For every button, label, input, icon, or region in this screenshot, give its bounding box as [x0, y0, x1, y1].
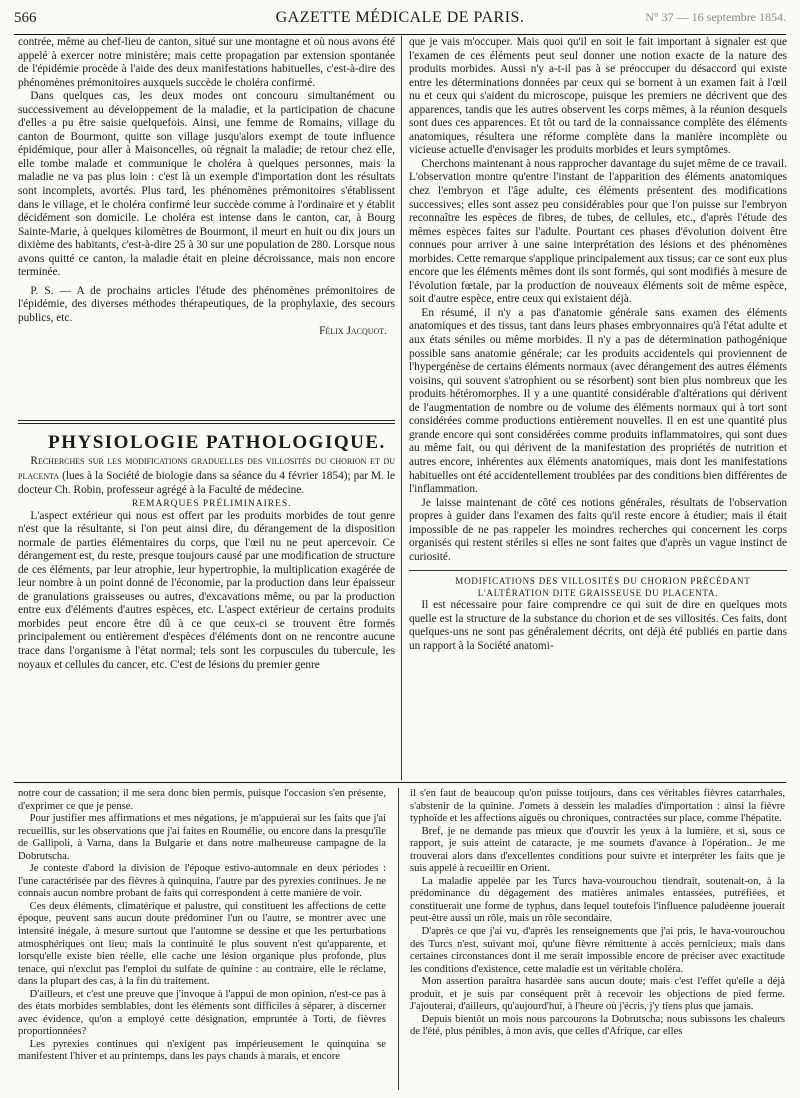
page-number: 566	[14, 10, 37, 26]
paragraph: Cherchons maintenant à nous rapprocher davantage du sujet même de ce travail. L'observation montre qu'entre l'instant de l'apparition des éléments anatomiques chez l'embryon et l'âge adulte, ces éléments présentent des modifications successives; elles sont assez peu considérables pour que l'on puisse sur l'embryon reconnaître les espèces de fibres, de tubes, de cellules, etc., d'après l'étude des mêmes espèces faites sur l'adulte. Pourtant ces phases d'évolution doivent être connues pour arriver à une saine interprétation des lésions et des phénomènes morbides. Cette remarque s'applique principalement aux tissus; car ce sont eux plus encore que les éléments mêmes dont ils sont formés, qui sont modifiés à mesure de l'évolution fœtale, par la production de nouveaux éléments soit de même espèce, soit d'autre espèce, entre ceux qui existaient déjà.	[409, 157, 787, 306]
paragraph: Pour justifier mes affirmations et mes négations, je m'appuierai sur les faits que j'ai recueillis, sur les observations que j'ai faites en Roumélie, ou encore dans la presqu'île de Gallipoli, à Varna, dans la Bulgarie et dans notre malheureuse campagne de la Dobrutscha.	[18, 813, 386, 862]
paragraph: Ces deux éléments, climatérique et palustre, qui constituent les affections de cette époque, peuvent sans aucun doute prédominer l'un ou l'autre, se montrer avec une intensité inégale, à mesure surtout que l'automne se dessine et que les perturbations atmosphériques ont lieu; mais la continuité le plus souvent n'est qu'apparente, et lorsqu'elle existe bien réelle, elle cache une lésion organique plus profonde, plus tenace, qui n'exclut pas l'emploi du sulfate de quinine : au contraire, elle le réclame, dans la plupart des cas, à la fin du traitement.	[18, 900, 386, 988]
right-column	[409, 36, 787, 778]
paragraph: Il est nécessaire pour faire comprendre ce qui suit de dire en quelques mots quelle est la structure de la substance du chorion et de ses villosités. Ces faits, dont quelques-uns ne sont pas généralement décrits, ont déjà été publiés en partie dans un rapport à la Société anatomi-	[409, 599, 787, 652]
journal-title: GAZETTE MÉDICALE DE PARIS.	[275, 9, 525, 26]
section-separator	[18, 420, 395, 424]
column-divider	[401, 36, 402, 780]
header-rule	[14, 34, 786, 35]
bottom-left-column	[18, 788, 386, 1088]
bottom-right-column	[410, 788, 785, 1088]
section-title: PHYSIOLOGIE PATHOLOGIQUE.	[48, 432, 386, 453]
left-column-top	[18, 36, 395, 398]
section-rule	[14, 782, 786, 783]
paragraph: Bref, je ne demande pas mieux que d'ouvrir les yeux à la lumière, et si, sous ce rapport, je suis atteint de cataracte, je me soumets d'avance à l'opération.. Je me trouverai alors dans d'excellentes conditions pour suivre et interpréter les faits que je suis appelé à recueillir en Orient.	[410, 825, 785, 875]
sub-heading: REMARQUES PRÉLIMINAIRES.	[131, 498, 292, 509]
author-signature: Félix Jacquot.	[319, 325, 387, 338]
paragraph: Je conteste d'abord la division de l'époque estivo-automnale en deux périodes : l'une caractérisée par des fièvres à quinquina, l'autre par des pyrexies continues. Je ne connais aucun nombre probant de faits qui correspondent à cette manière de voir.	[18, 863, 386, 900]
paragraph: il s'en faut de beaucoup qu'on puisse toujours, dans ces véritables fièvres catarrhales, s'abstenir de la quinine. J'omets à dessein les maladies d'importation : ainsi la fièvre typhoïde et les affections aiguës ou chroniques, contractées sur place, comme l'hépatite.	[410, 788, 785, 825]
paragraph: D'après ce que j'ai vu, d'après les renseignements que j'ai pris, le hava-vourouchou des Turcs n'est, suivant moi, qu'une fièvre rémittente à accès pernicieux; mais dans certaines circonstances dont il me serait impossible encore de préciser avec exactitude les conditions d'existence, cette maladie est un véritable choléra.	[410, 926, 785, 975]
postscript: P. S. — A de prochains articles l'étude des phénomènes prémonitoires de l'épidémie, des diverses méthodes thérapeutiques, de la prophylaxie, des secours publics, etc.	[18, 284, 395, 324]
sub-heading: MODIFICATIONS DES VILLOSITÉS DU CHORION PRÉCÉDANT L'ALTÉRATION DITE GRAISSEUSE DU PLACENTA.	[455, 576, 751, 599]
paragraph: Depuis bientôt un mois nous parcourons la Dobrutscha; nous subissons les chaleurs de l'été, plus pénibles, à mon avis, que celles d'Afrique, car elles	[410, 1013, 785, 1038]
article-title: Recherches sur les modifications graduelles des villosités du chorion et du placenta	[18, 455, 395, 482]
column-divider	[398, 788, 399, 1090]
article-byline: (lues à la Société de biologie dans sa séance du 4 février 1854); par M. le docteur Ch. Robin, professeur agrégé à la Faculté de médecine.	[18, 469, 395, 496]
header-issue-date: N° 37 — 16 septembre 1854.	[645, 10, 786, 24]
paragraph: Les pyrexies continues qui n'exigent pas impérieusement le quinquina se manifestent l'hiver et au printemps, dans les pays chauds à marais, et encore	[18, 1038, 386, 1063]
paragraph: notre cour de cassation; il me sera donc bien permis, puisque l'occasion s'en présente, d'exprimer ce que je pense.	[18, 788, 386, 812]
paragraph: Je laisse maintenant de côté ces notions générales, résultats de l'observation propres à guider dans l'examen des faits qu'il reste encore à étudier; mais il était impossible de ne pas rappeler les moindres recherches qui concernent les corps organisés qui restent stériles si elles ne sont faites que d'après un vague instinct de curiosité.	[409, 496, 787, 563]
sub-section-rule	[409, 570, 787, 571]
paragraph: La maladie appelée par les Turcs hava-vourouchou tiendrait, soutenait-on, à la prédominance du dégagement des matières animales entassées, putréfiées, et constituerait une forme de typhus, dans lequel toutefois l'influence paludéenne jouerait peut-être aussi un rôle, mais un rôle secondaire.	[410, 875, 785, 925]
paragraph: contrée, même au chef-lieu de canton, situé sur une montagne et où nous avons été appelé à exercer notre ministère; mais cette propagation par extension spontanée de l'épidémie procède à l'aide des deux manifestations habituelles, c'est-à-dire des phénomènes prémonitoires auxquels succède le choléra confirmé.	[18, 36, 395, 89]
paragraph: que je vais m'occuper. Mais quoi qu'il en soit le fait important à signaler est que l'examen de ces éléments peut seul donner une notion exacte de la nature des produits morbides. Aussi n'y a-t-il pas à se préoccuper du désaccord qui existe entre les déterminations données par ceux qui se bornent à un examen fait à l'œil nu et ceux qui s'aident du microscope, puisque les premiers ne décrivent que des apparences, tandis que les autres observent les corps mêmes, à la réunion desquels sont dues ces apparences. Et tôt ou tard de la connaissance complète des éléments anatomiques, résultera une réforme complète dans la manière incomplète ou vicieuse actuelle d'envisager les produits morbides et leurs symptômes.	[409, 36, 787, 157]
paragraph: Dans quelques cas, les deux modes ont concouru simultanément ou successivement au développement de la maladie, et la participation de chacune d'elles a pu être saisie quelquefois. Ainsi, une femme de Romains, village du canton de Bourmont, quitte son village jusqu'alors exempt de toute influence épidémique, pour aller à Maisoncelles, où régnait la maladie; de retour chez elle, elle tombe malade et communique le choléra à quelques personnes, mais la maladie ne va pas plus loin : c'est là un exemple d'importation dont les résultats sont incomplets, avortés. Plus tard, les phénomènes prémonitoires s'établissent dans le village, et le choléra confirmé leur succède comme à l'ordinaire et y établit décidément son domicile. Le choléra est intense dans le canton, car, à Bourg Sainte-Marie, à quelques kilomètres de Bourmont, il meurt en huit ou dix jours un dixième des habitants, c'est-à-dire 25 à 30 sur une population de 280. Lorsque nous avons quitté ce canton, la maladie était en pleine décroissance, mais non encore terminée.	[18, 90, 395, 279]
paragraph: L'aspect extérieur qui nous est offert par les produits morbides de tout genre n'est que la résultante, si l'on peut ainsi dire, du dérangement de la disposition normale de parties élémentaires du corps, que l'œil nu ne peut apercevoir. Ce dérangement est, du reste, presque toujours causé par une modification de structure de ces éléments, par leur atrophie, leur hypertrophie, la multiplication exagérée de leur nombre à un point donné de l'économie, par la production dans leur épaisseur de granulations graisseuses ou autres, d'excavations même, ou par la production entre eux d'éléments d'autres espèces, etc. L'aspect extérieur de certains produits morbides peut encore être dû à ce que ceux-ci se trouvent être formés principalement ou entièrement d'espèces d'éléments dont on ne rencontre aucune trace dans l'organisme à l'état normal; tels sont les corpuscules du tubercule, les noyaux et cellules du cancer, etc. C'est de lésions du premier genre	[18, 509, 395, 671]
left-column-bottom	[18, 410, 395, 778]
page-header	[14, 8, 786, 30]
paragraph: Mon assertion paraîtra hasardée sans aucun doute; mais c'est l'effet qu'elle a déjà produit, et je suis par conséquent prêt à recevoir les objections de pied ferme. J'ajouterai, d'ailleurs, qu'aujourd'hui, à l'heure où j'écris, j'y tiens plus que jamais.	[410, 976, 785, 1013]
article-heading	[18, 454, 395, 498]
paragraph: D'ailleurs, et c'est une preuve que j'invoque à l'appui de mon opinion, n'est-ce pas à des états morbides semblables, dont les éléments sont difficiles à séparer, à discerner avec évidence, qu'on a employé cette désignation, empruntée à Torti, de fièvres proportionnées?	[18, 988, 386, 1038]
paragraph: En résumé, il n'y a pas d'anatomie générale sans examen des éléments anatomiques et des tissus, tant dans leurs phases embryonnaires qu'à l'état adulte et aux états séniles ou même morbides. Il n'y a pas de détermination pathogénique possible sans anatomie générale; car les produits accidentels qui proviennent de l'hypergénèse de certains éléments normaux (avec dérangement des autres éléments voisins, qui souvent s'atrophient ou se résorbent) sont bien plus nombreux que les produits hétéromorphes. Il y a une quantité considérable d'altérations qui dérivent de l'augmentation de nombre ou de volume des éléments normaux qui à tort sont considérées comme productions entièrement nouvelles. Il en est une quantité plus grande encore qui sont considérées comme produits inflammatoires, qui sont dues au même fait, ou qui dérivent de la manifestation des propriétés de nutrition et autres encore, inhérentes aux éléments anatomiques, mais dont les manifestations habituelles ont été accidentellement troublées par des conditions bien différentes de l'inflammation.	[409, 306, 787, 496]
